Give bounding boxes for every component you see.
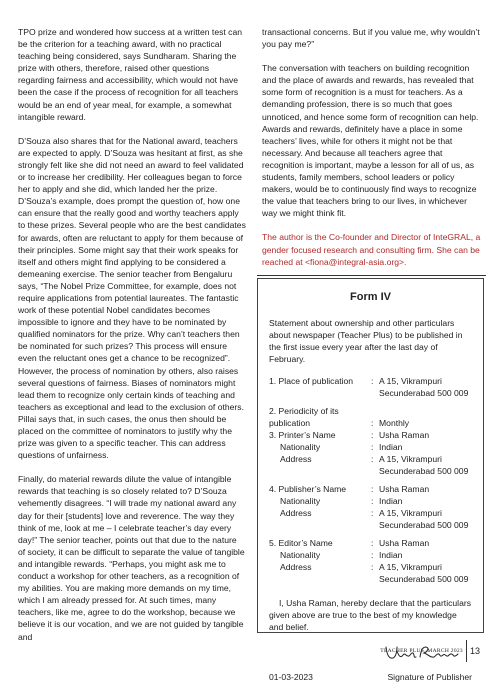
nationality-value: Indian [379, 496, 403, 506]
address-value: A 15, Vikrampuri Secunderabad 500 009 [379, 454, 469, 476]
declaration-text: I, Usha Raman, hereby declare that the particulars given above are true to the best of my knowledge and belief. [269, 598, 472, 632]
colon: : [371, 442, 374, 452]
article-paragraph: TPO prize and wondered how success at a written test can be the criterion for a teaching award, with no practical teaching being considered, says Sundharam. Sharing the prize with others, therefore, raised other questions regarding fairness and accessibility, which would not have been the case if the process of recognition for all teachers would be an end of year meal, for example, a somewhat intangible reward. [18, 27, 243, 122]
editor-label: 5. Editor’s Name [269, 538, 333, 548]
place-value: A 15, Vikrampuri Secunderabad 500 009 [379, 376, 469, 398]
page-number: 13 [469, 646, 480, 656]
form-row-place [269, 375, 472, 399]
periodicity-value: Monthly [379, 418, 410, 428]
address-label: Address [280, 508, 312, 518]
address-label: Address [280, 562, 312, 572]
colon: : [371, 538, 374, 548]
printer-label: 3. Printer’s Name [269, 430, 336, 440]
address-value: A 15, Vikrampuri Secunderabad 500 009 [379, 562, 469, 584]
form-row-publisher-address [269, 507, 472, 531]
form-row-editor-nationality [269, 549, 472, 561]
right-article-column [262, 26, 484, 280]
nationality-value: Indian [379, 550, 403, 560]
colon: : [371, 508, 374, 518]
form-row-editor-address [269, 561, 472, 585]
form-intro: Statement about ownership and other particulars about newspaper (Teacher Plus) to be published in the first issue every year after the last day of February. [269, 318, 463, 364]
form-row-printer-address [269, 453, 472, 477]
printer-value: Usha Raman [379, 430, 430, 440]
address-value: A 15, Vikrampuri Secunderabad 500 009 [379, 508, 469, 530]
article-paragraph: transactional concerns. But if you value me, why wouldn’t you pay me?” [262, 27, 480, 50]
colon: : [371, 484, 374, 494]
signature-label: Signature of Publisher [387, 672, 472, 682]
form-row-periodicity [269, 405, 472, 429]
periodicity-label: 2. Periodicity of its publication [269, 406, 339, 428]
article-paragraph: D’Souza also shares that for the National award, teachers are expected to apply. D’Souza was hesitant at first, as she strongly felt like she did not need an award to feel validated or to increase her credibility. Her colleagues began to force her to apply and she did, which landed her the prize. D’Souza’s example, does prompt the question of, how one can ensure that the really good and worthy teachers apply to these prizes. Several people who are the best candidates for awards, often are reluctant to apply for them because of their principles. Some might say that their work speaks for itself and others might find applying to be considered a demeaning exercise. The senior teacher from Bengaluru says, “The Nobel Prize Committee, for example, does not require applications from potential laureates. The fantastic work of these potential Nobel candidates becomes impossible to ignore and they have to be nominated by qualified nominators for the prize. Why can’t teachers then be nominated for such prizes? This process will ensure even the reluctant ones get a chance to be recognized”. However, the process of nomination by others, also raises several questions of fairness. Biases of nominators might lead them to recognize only certain kinds of teaching and teachers as exceptional and lead to the exclusion of others. Pillai says that, in such cases, the onus then should be placed on the committee of nominators to justify why the prize was given to a specific teacher. This can address questions of unfairness. [18, 135, 246, 461]
section-divider [257, 275, 486, 276]
publisher-label: 4. Publisher’s Name [269, 484, 347, 494]
nationality-value: Indian [379, 442, 403, 452]
nationality-label: Nationality [280, 442, 321, 452]
form-title: Form IV [350, 291, 391, 303]
colon: : [371, 418, 374, 428]
colon: : [371, 430, 374, 440]
form-row-printer-nationality [269, 441, 472, 453]
footer-publication: TEACHER PLUS, MARCH 2023 [380, 648, 463, 654]
article-paragraph: The conversation with teachers on building recognition and the place of awards and rewards, has revealed that some form of recognition is a must for teachers. As a demanding profession, there is so much that goes unnoticed, and hence some form of recognition can help. Awards and rewards, definitely have a place in some teachers’ lives, while for others it might not be that necessary. And because all teachers agree that recognition is important, maybe a lesson for all of us, as students, family members, school leaders or policy makers, would be to continuously find ways to recognize the value that teachers bring to our lives, in whichever way we might think fit. [262, 63, 479, 219]
colon: : [371, 496, 374, 506]
form-row-editor [269, 537, 472, 549]
left-article-column [18, 26, 246, 655]
address-label: Address [280, 454, 312, 464]
colon: : [371, 454, 374, 464]
editor-value: Usha Raman [379, 538, 430, 548]
author-note: The author is the Co-founder and Director of InteGRAL, a gender focused research and consulting firm. She can be reached at <fiona@integral-asia.org>. [262, 232, 481, 267]
footer-divider [466, 640, 467, 662]
publisher-value: Usha Raman [379, 484, 430, 494]
page-footer [380, 640, 480, 662]
form-row-publisher-nationality [269, 495, 472, 507]
form-row-publisher [269, 483, 472, 495]
nationality-label: Nationality [280, 550, 321, 560]
colon: : [371, 562, 374, 572]
colon: : [371, 550, 374, 560]
form-row-printer [269, 429, 472, 441]
signature-date: 01-03-2023 [269, 672, 313, 682]
colon: : [371, 376, 374, 386]
place-label: 1. Place of publication [269, 376, 354, 386]
article-paragraph: Finally, do material rewards dilute the value of intangible rewards that teaching is so closely related to? D’Souza vehemently disagrees. “I will trade my national award any day for their [students] love and reverence. The way they think of me, look at me – I celebrate teacher’s day every day!” The senior teacher, points out that due to the nature of society, it can be difficult to separate the value of tangible and intangible rewards. “Perhaps, you might ask me to conduct a workshop for other teachers, as a recognition of my abilities. You are making more demands on my time, which I am already pressed for. At such times, many teachers, like me, agree to do the workshop, because we believe it is our vocation, and we are not guided by tangible and [18, 474, 245, 642]
nationality-label: Nationality [280, 496, 321, 506]
